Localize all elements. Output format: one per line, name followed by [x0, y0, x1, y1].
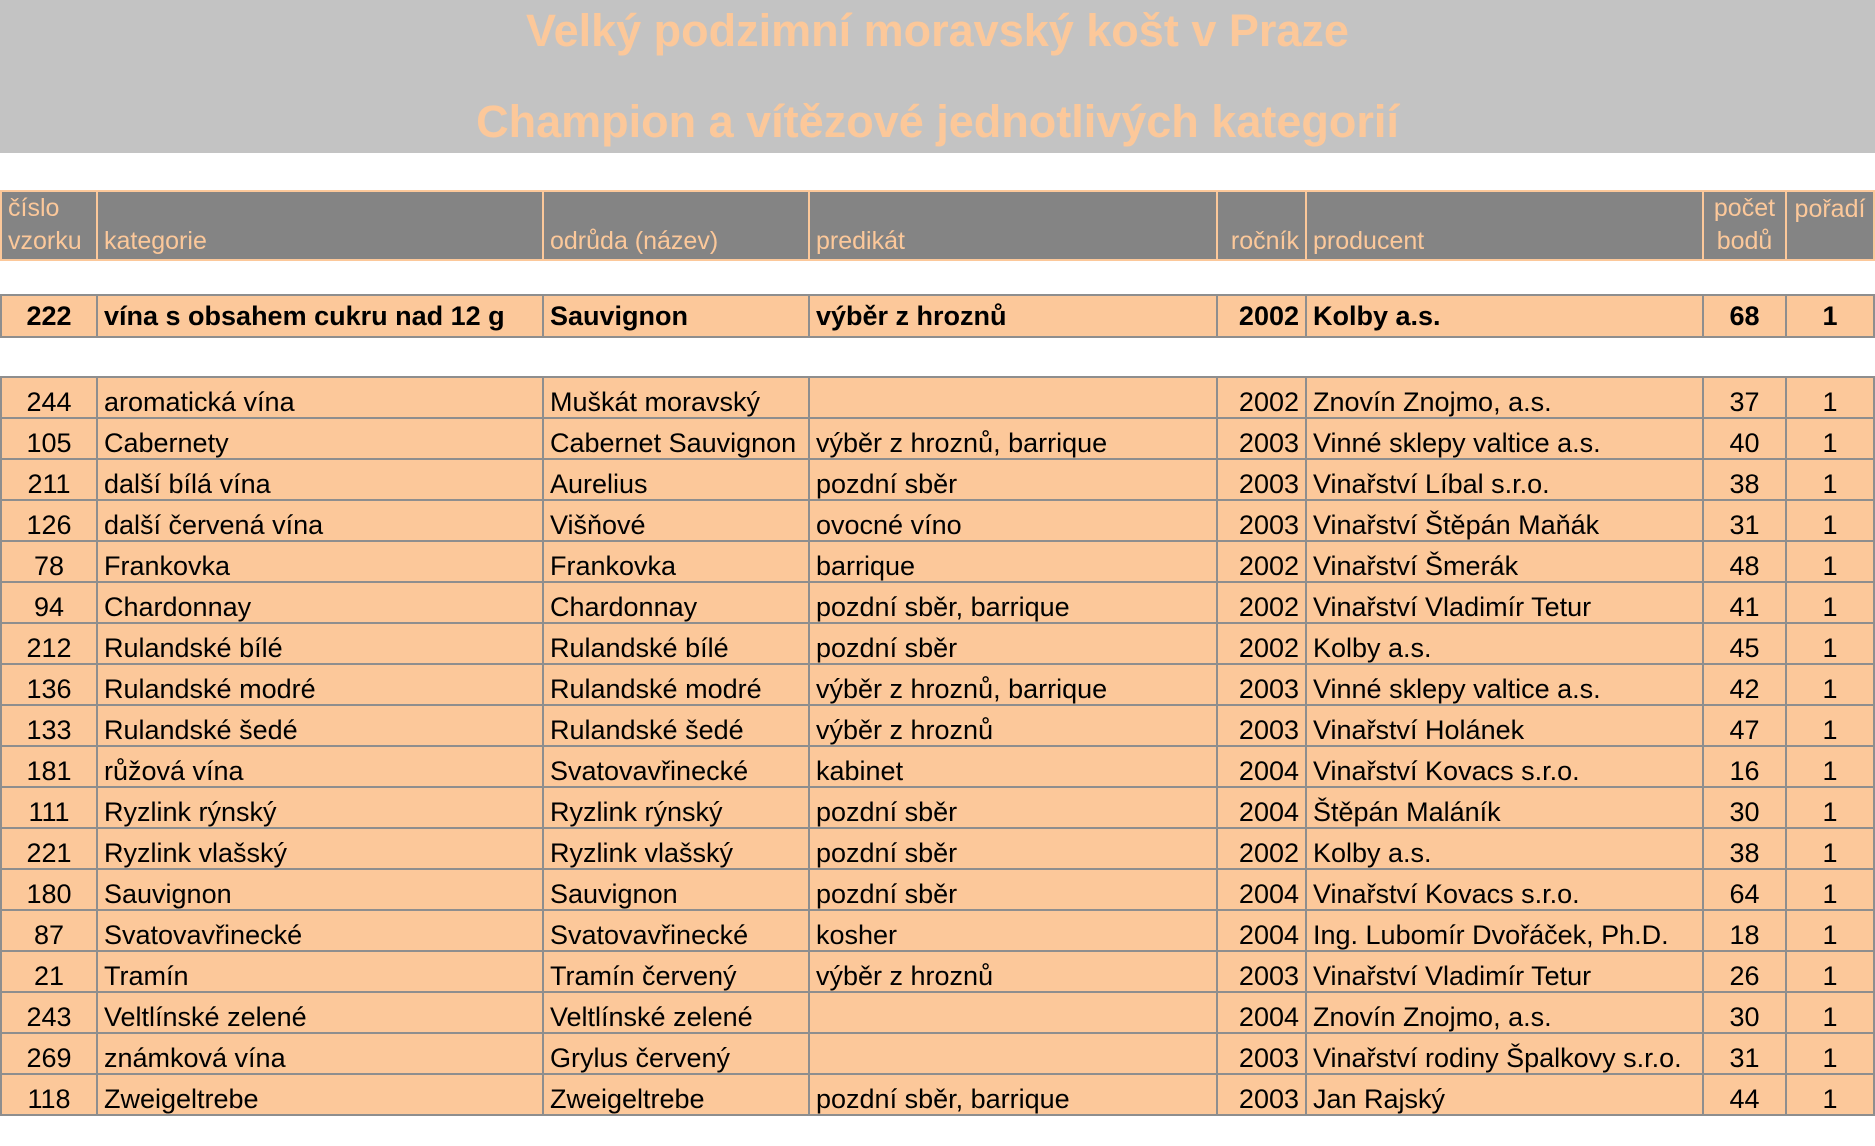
cell-odruda: Svatovavřinecké: [543, 910, 809, 951]
cell-kategorie: Zweigeltrebe: [97, 1074, 543, 1115]
cell-body: 47: [1703, 705, 1786, 746]
cell-producent: Vinařství Štěpán Maňák: [1306, 500, 1703, 541]
cell-kategorie: aromatická vína: [97, 377, 543, 418]
cell-rocnik: 2003: [1217, 951, 1306, 992]
cell-producent: Vinařství Kovacs s.r.o.: [1306, 746, 1703, 787]
cell-predikat: výběr z hroznů, barrique: [809, 418, 1217, 459]
cell-odruda: Višňové: [543, 500, 809, 541]
cell-odruda: Cabernet Sauvignon: [543, 418, 809, 459]
cell-odruda: Grylus červený: [543, 1033, 809, 1074]
champion-kategorie: vína s obsahem cukru nad 12 g: [97, 295, 543, 337]
champion-body: 68: [1703, 295, 1786, 337]
cell-rocnik: 2002: [1217, 377, 1306, 418]
cell-producent: Vinařství Vladimír Tetur: [1306, 582, 1703, 623]
cell-body: 42: [1703, 664, 1786, 705]
cell-poradi: 1: [1786, 418, 1874, 459]
title-banner: [0, 0, 1875, 153]
table-row: [1, 500, 1874, 541]
page-title: Velký podzimní moravský košt v Praze: [526, 5, 1349, 56]
header-pocet-bodu: počet bodů: [1703, 191, 1786, 260]
cell-rocnik: 2003: [1217, 1033, 1306, 1074]
cell-cislo: 269: [1, 1033, 97, 1074]
cell-odruda: Chardonnay: [543, 582, 809, 623]
cell-poradi: 1: [1786, 1033, 1874, 1074]
cell-poradi: 1: [1786, 459, 1874, 500]
cell-cislo: 212: [1, 623, 97, 664]
cell-rocnik: 2003: [1217, 500, 1306, 541]
cell-kategorie: další bílá vína: [97, 459, 543, 500]
cell-predikat: pozdní sběr: [809, 869, 1217, 910]
table-row: [1, 705, 1874, 746]
table-row: [1, 541, 1874, 582]
cell-poradi: 1: [1786, 992, 1874, 1033]
cell-odruda: Sauvignon: [543, 869, 809, 910]
cell-body: 38: [1703, 459, 1786, 500]
header-odruda: odrůda (název): [543, 191, 809, 260]
column-header-row: [0, 190, 1875, 261]
cell-body: 38: [1703, 828, 1786, 869]
cell-cislo: 136: [1, 664, 97, 705]
cell-predikat: pozdní sběr: [809, 623, 1217, 664]
cell-producent: Vinné sklepy valtice a.s.: [1306, 418, 1703, 459]
cell-cislo: 180: [1, 869, 97, 910]
cell-poradi: 1: [1786, 1074, 1874, 1115]
cell-cislo: 78: [1, 541, 97, 582]
cell-kategorie: Sauvignon: [97, 869, 543, 910]
cell-odruda: Ryzlink rýnský: [543, 787, 809, 828]
cell-poradi: 1: [1786, 869, 1874, 910]
cell-producent: Kolby a.s.: [1306, 828, 1703, 869]
cell-body: 30: [1703, 787, 1786, 828]
cell-predikat: [809, 377, 1217, 418]
cell-predikat: pozdní sběr, barrique: [809, 1074, 1217, 1115]
cell-poradi: 1: [1786, 746, 1874, 787]
cell-rocnik: 2003: [1217, 459, 1306, 500]
cell-kategorie: Tramín: [97, 951, 543, 992]
cell-cislo: 133: [1, 705, 97, 746]
cell-kategorie: Chardonnay: [97, 582, 543, 623]
cell-body: 31: [1703, 500, 1786, 541]
table-row: [1, 582, 1874, 623]
cell-poradi: 1: [1786, 910, 1874, 951]
cell-body: 44: [1703, 1074, 1786, 1115]
cell-rocnik: 2002: [1217, 541, 1306, 582]
cell-producent: Vinné sklepy valtice a.s.: [1306, 664, 1703, 705]
cell-rocnik: 2003: [1217, 705, 1306, 746]
cell-body: 64: [1703, 869, 1786, 910]
cell-kategorie: Rulandské bílé: [97, 623, 543, 664]
cell-cislo: 244: [1, 377, 97, 418]
cell-rocnik: 2003: [1217, 664, 1306, 705]
table-row: [1, 869, 1874, 910]
header-cislo-vzorku: číslo vzorku: [1, 191, 97, 260]
table-row: [1, 664, 1874, 705]
champion-poradi: 1: [1786, 295, 1874, 337]
cell-cislo: 118: [1, 1074, 97, 1115]
cell-poradi: 1: [1786, 828, 1874, 869]
cell-rocnik: 2004: [1217, 787, 1306, 828]
table-row: [1, 459, 1874, 500]
category-winners-table: [0, 376, 1875, 1116]
header-kategorie: kategorie: [97, 191, 543, 260]
cell-rocnik: 2002: [1217, 582, 1306, 623]
cell-kategorie: další červená vína: [97, 500, 543, 541]
cell-producent: Vinařství Holánek: [1306, 705, 1703, 746]
header-poradi: pořadí: [1786, 191, 1874, 260]
champion-odruda: Sauvignon: [543, 295, 809, 337]
cell-body: 26: [1703, 951, 1786, 992]
cell-kategorie: Rulandské modré: [97, 664, 543, 705]
cell-producent: Kolby a.s.: [1306, 623, 1703, 664]
cell-predikat: barrique: [809, 541, 1217, 582]
cell-producent: Ing. Lubomír Dvořáček, Ph.D.: [1306, 910, 1703, 951]
table-row: [1, 828, 1874, 869]
cell-body: 41: [1703, 582, 1786, 623]
champion-rocnik: 2002: [1217, 295, 1306, 337]
cell-rocnik: 2002: [1217, 623, 1306, 664]
cell-kategorie: Svatovavřinecké: [97, 910, 543, 951]
cell-producent: Znovín Znojmo, a.s.: [1306, 377, 1703, 418]
cell-kategorie: růžová vína: [97, 746, 543, 787]
cell-rocnik: 2004: [1217, 910, 1306, 951]
cell-predikat: pozdní sběr: [809, 787, 1217, 828]
cell-rocnik: 2003: [1217, 1074, 1306, 1115]
cell-poradi: 1: [1786, 705, 1874, 746]
cell-cislo: 111: [1, 787, 97, 828]
cell-poradi: 1: [1786, 951, 1874, 992]
cell-rocnik: 2002: [1217, 828, 1306, 869]
cell-kategorie: Ryzlink rýnský: [97, 787, 543, 828]
cell-cislo: 87: [1, 910, 97, 951]
table-row: [1, 787, 1874, 828]
table-row: [1, 623, 1874, 664]
cell-body: 48: [1703, 541, 1786, 582]
cell-producent: Vinařství Líbal s.r.o.: [1306, 459, 1703, 500]
cell-predikat: pozdní sběr, barrique: [809, 582, 1217, 623]
cell-odruda: Ryzlink vlašský: [543, 828, 809, 869]
cell-cislo: 211: [1, 459, 97, 500]
table-row: [1, 377, 1874, 418]
cell-predikat: [809, 1033, 1217, 1074]
cell-cislo: 181: [1, 746, 97, 787]
cell-poradi: 1: [1786, 623, 1874, 664]
cell-kategorie: Rulandské šedé: [97, 705, 543, 746]
cell-odruda: Muškát moravský: [543, 377, 809, 418]
cell-producent: Vinařství Šmerák: [1306, 541, 1703, 582]
table-row: [1, 910, 1874, 951]
champion-cislo: 222: [1, 295, 97, 337]
cell-body: 40: [1703, 418, 1786, 459]
cell-rocnik: 2004: [1217, 992, 1306, 1033]
cell-predikat: pozdní sběr: [809, 459, 1217, 500]
cell-kategorie: Veltlínské zelené: [97, 992, 543, 1033]
cell-kategorie: známková vína: [97, 1033, 543, 1074]
cell-odruda: Rulandské bílé: [543, 623, 809, 664]
cell-cislo: 221: [1, 828, 97, 869]
cell-cislo: 126: [1, 500, 97, 541]
table-row: [1, 951, 1874, 992]
cell-rocnik: 2004: [1217, 869, 1306, 910]
page-subtitle: Champion a vítězové jednotlivých kategorií: [476, 96, 1399, 147]
cell-cislo: 21: [1, 951, 97, 992]
cell-kategorie: Ryzlink vlašský: [97, 828, 543, 869]
cell-odruda: Veltlínské zelené: [543, 992, 809, 1033]
cell-poradi: 1: [1786, 787, 1874, 828]
header-rocnik: ročník: [1217, 191, 1306, 260]
cell-predikat: ovocné víno: [809, 500, 1217, 541]
cell-kategorie: Frankovka: [97, 541, 543, 582]
cell-odruda: Frankovka: [543, 541, 809, 582]
cell-producent: Vinařství Vladimír Tetur: [1306, 951, 1703, 992]
cell-odruda: Zweigeltrebe: [543, 1074, 809, 1115]
cell-producent: Vinařství rodiny Špalkovy s.r.o.: [1306, 1033, 1703, 1074]
cell-poradi: 1: [1786, 541, 1874, 582]
cell-body: 31: [1703, 1033, 1786, 1074]
cell-producent: Štěpán Maláník: [1306, 787, 1703, 828]
table-row: [1, 746, 1874, 787]
cell-poradi: 1: [1786, 582, 1874, 623]
table-row: [1, 1074, 1874, 1115]
cell-body: 18: [1703, 910, 1786, 951]
cell-producent: Znovín Znojmo, a.s.: [1306, 992, 1703, 1033]
cell-body: 45: [1703, 623, 1786, 664]
cell-rocnik: 2004: [1217, 746, 1306, 787]
cell-cislo: 243: [1, 992, 97, 1033]
header-predikat: predikát: [809, 191, 1217, 260]
cell-predikat: kosher: [809, 910, 1217, 951]
cell-predikat: pozdní sběr: [809, 828, 1217, 869]
cell-predikat: výběr z hroznů, barrique: [809, 664, 1217, 705]
cell-body: 16: [1703, 746, 1786, 787]
cell-predikat: výběr z hroznů: [809, 951, 1217, 992]
table-row: [1, 992, 1874, 1033]
cell-odruda: Rulandské šedé: [543, 705, 809, 746]
cell-poradi: 1: [1786, 500, 1874, 541]
cell-odruda: Aurelius: [543, 459, 809, 500]
cell-predikat: [809, 992, 1217, 1033]
header-producent: producent: [1306, 191, 1703, 260]
cell-kategorie: Cabernety: [97, 418, 543, 459]
cell-odruda: Svatovavřinecké: [543, 746, 809, 787]
cell-odruda: Tramín červený: [543, 951, 809, 992]
champion-row: [0, 294, 1875, 338]
cell-rocnik: 2003: [1217, 418, 1306, 459]
cell-cislo: 94: [1, 582, 97, 623]
cell-predikat: výběr z hroznů: [809, 705, 1217, 746]
cell-producent: Jan Rajský: [1306, 1074, 1703, 1115]
cell-producent: Vinařství Kovacs s.r.o.: [1306, 869, 1703, 910]
cell-poradi: 1: [1786, 377, 1874, 418]
cell-predikat: kabinet: [809, 746, 1217, 787]
cell-poradi: 1: [1786, 664, 1874, 705]
cell-body: 37: [1703, 377, 1786, 418]
cell-odruda: Rulandské modré: [543, 664, 809, 705]
cell-body: 30: [1703, 992, 1786, 1033]
table-row: [1, 1033, 1874, 1074]
table-row: [1, 418, 1874, 459]
cell-cislo: 105: [1, 418, 97, 459]
champion-predikat: výběr z hroznů: [809, 295, 1217, 337]
champion-producent: Kolby a.s.: [1306, 295, 1703, 337]
